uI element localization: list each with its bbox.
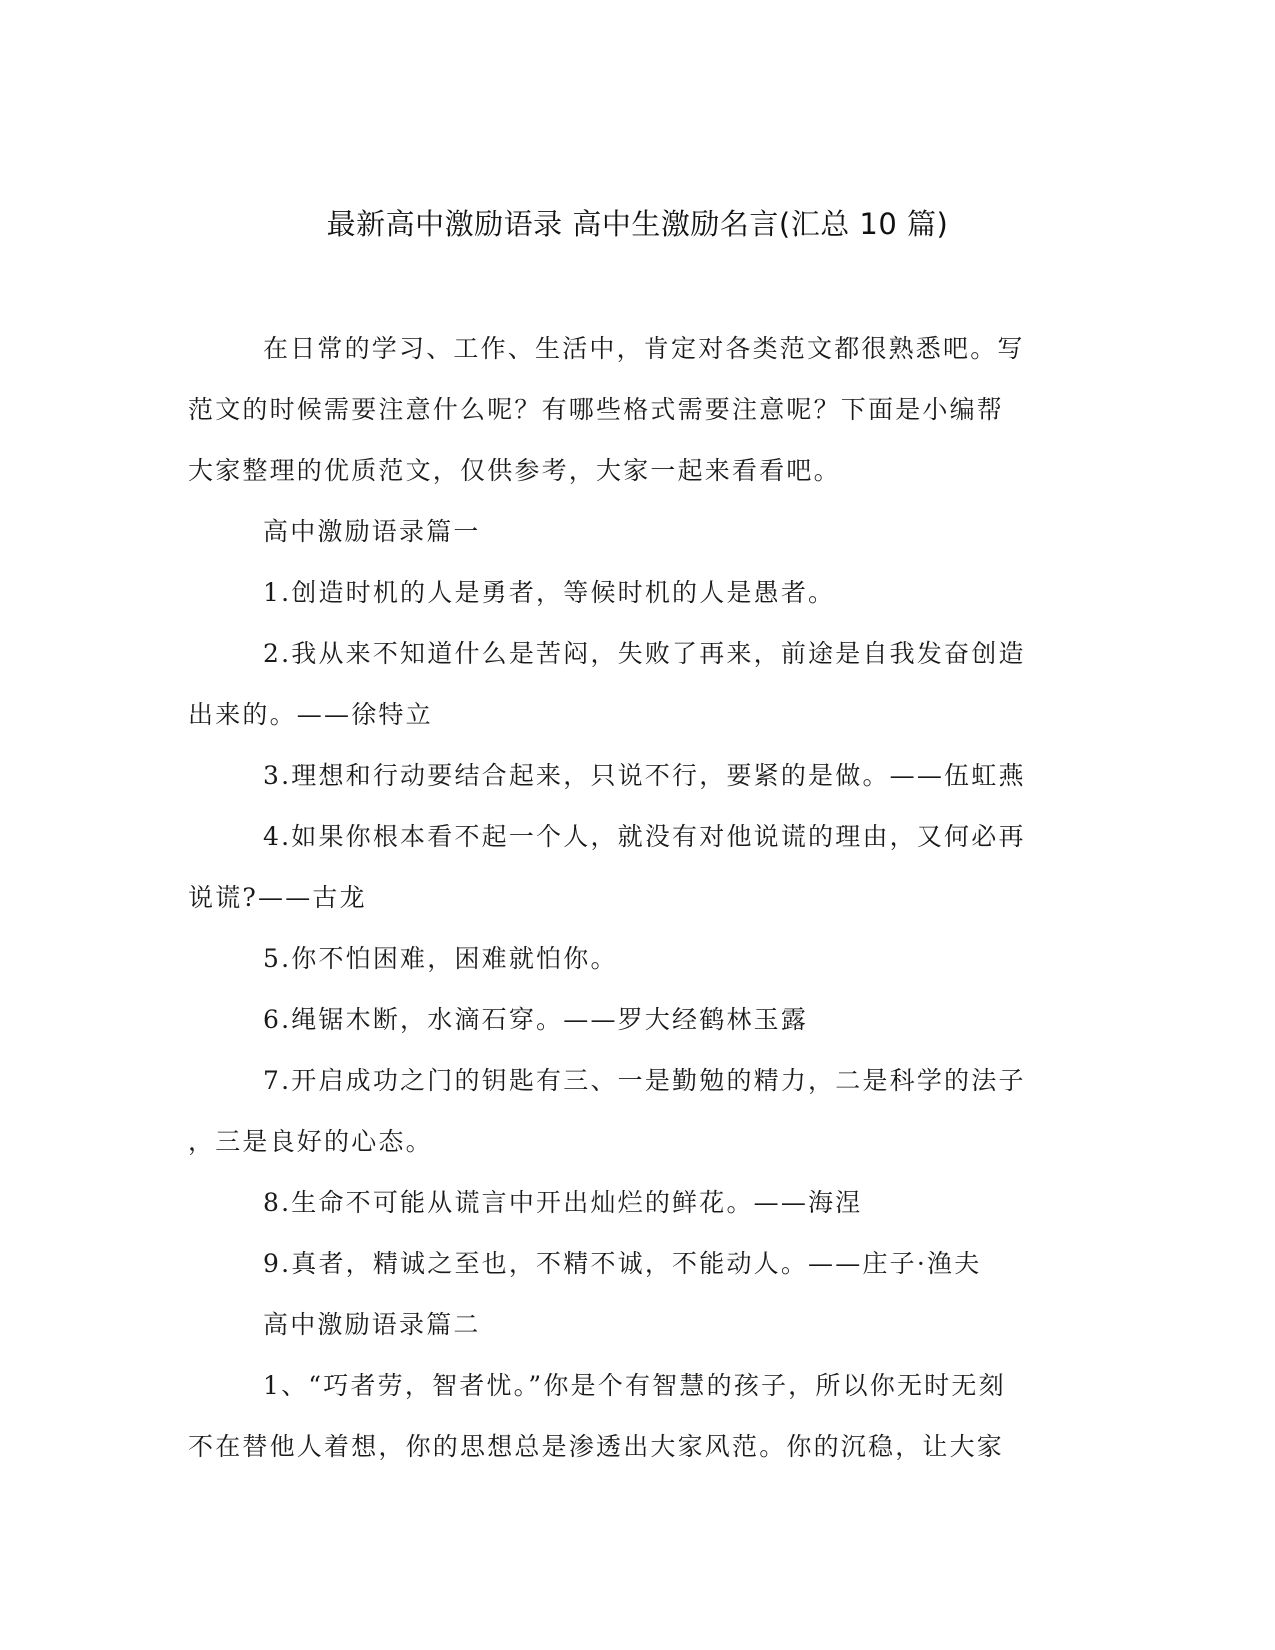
quote-line: 9.真者，精诚之至也，不精不诚，不能动人。——庄子·渔夫 [263, 1249, 982, 1278]
document-title: 最新高中激励语录 高中生激励名言(汇总 10 篇) [326, 207, 949, 241]
quote-line: 5.你不怕困难，困难就怕你。 [263, 944, 618, 973]
document-body [188, 318, 1068, 1477]
quote-line: 1.创造时机的人是勇者，等候时机的人是愚者。 [263, 578, 836, 607]
quote-line: 8.生命不可能从谎言中开出灿烂的鲜花。——海涅 [263, 1188, 863, 1217]
quote-line: 3.理想和行动要结合起来，只说不行，要紧的是做。——伍虹燕 [263, 761, 1026, 790]
paragraph-line: 在日常的学习、工作、生活中，肯定对各类范文都很熟悉吧。写 [263, 334, 1025, 363]
quote-line: 说谎?——古龙 [188, 883, 367, 912]
quote-line: 2.我从来不知道什么是苦闷，失败了再来，前途是自我发奋创造 [263, 639, 1026, 668]
quote-line: 7.开启成功之门的钥匙有三、一是勤勉的精力，二是科学的法子 [263, 1066, 1026, 1095]
quote-line: 出来的。——徐特立 [188, 700, 433, 729]
section-heading: 高中激励语录篇二 [263, 1310, 481, 1339]
paragraph-line: 不在替他人着想，你的思想总是渗透出大家风范。你的沉稳，让大家 [188, 1432, 1005, 1461]
section-heading: 高中激励语录篇一 [263, 517, 481, 546]
quote-line: 6.绳锯木断，水滴石穿。——罗大经鹤林玉露 [263, 1005, 809, 1034]
quote-line: ，三是良好的心态。 [188, 1127, 433, 1156]
paragraph-line: 1、“巧者劳，智者忧。”你是个有智慧的孩子，所以你无时无刻 [263, 1371, 1006, 1400]
quote-line: 4.如果你根本看不起一个人，就没有对他说谎的理由，又何必再 [263, 822, 1026, 851]
paragraph-line: 大家整理的优质范文，仅供参考，大家一起来看看吧。 [188, 456, 841, 485]
paragraph-line: 范文的时候需要注意什么呢？有哪些格式需要注意呢？下面是小编帮 [188, 395, 1005, 424]
